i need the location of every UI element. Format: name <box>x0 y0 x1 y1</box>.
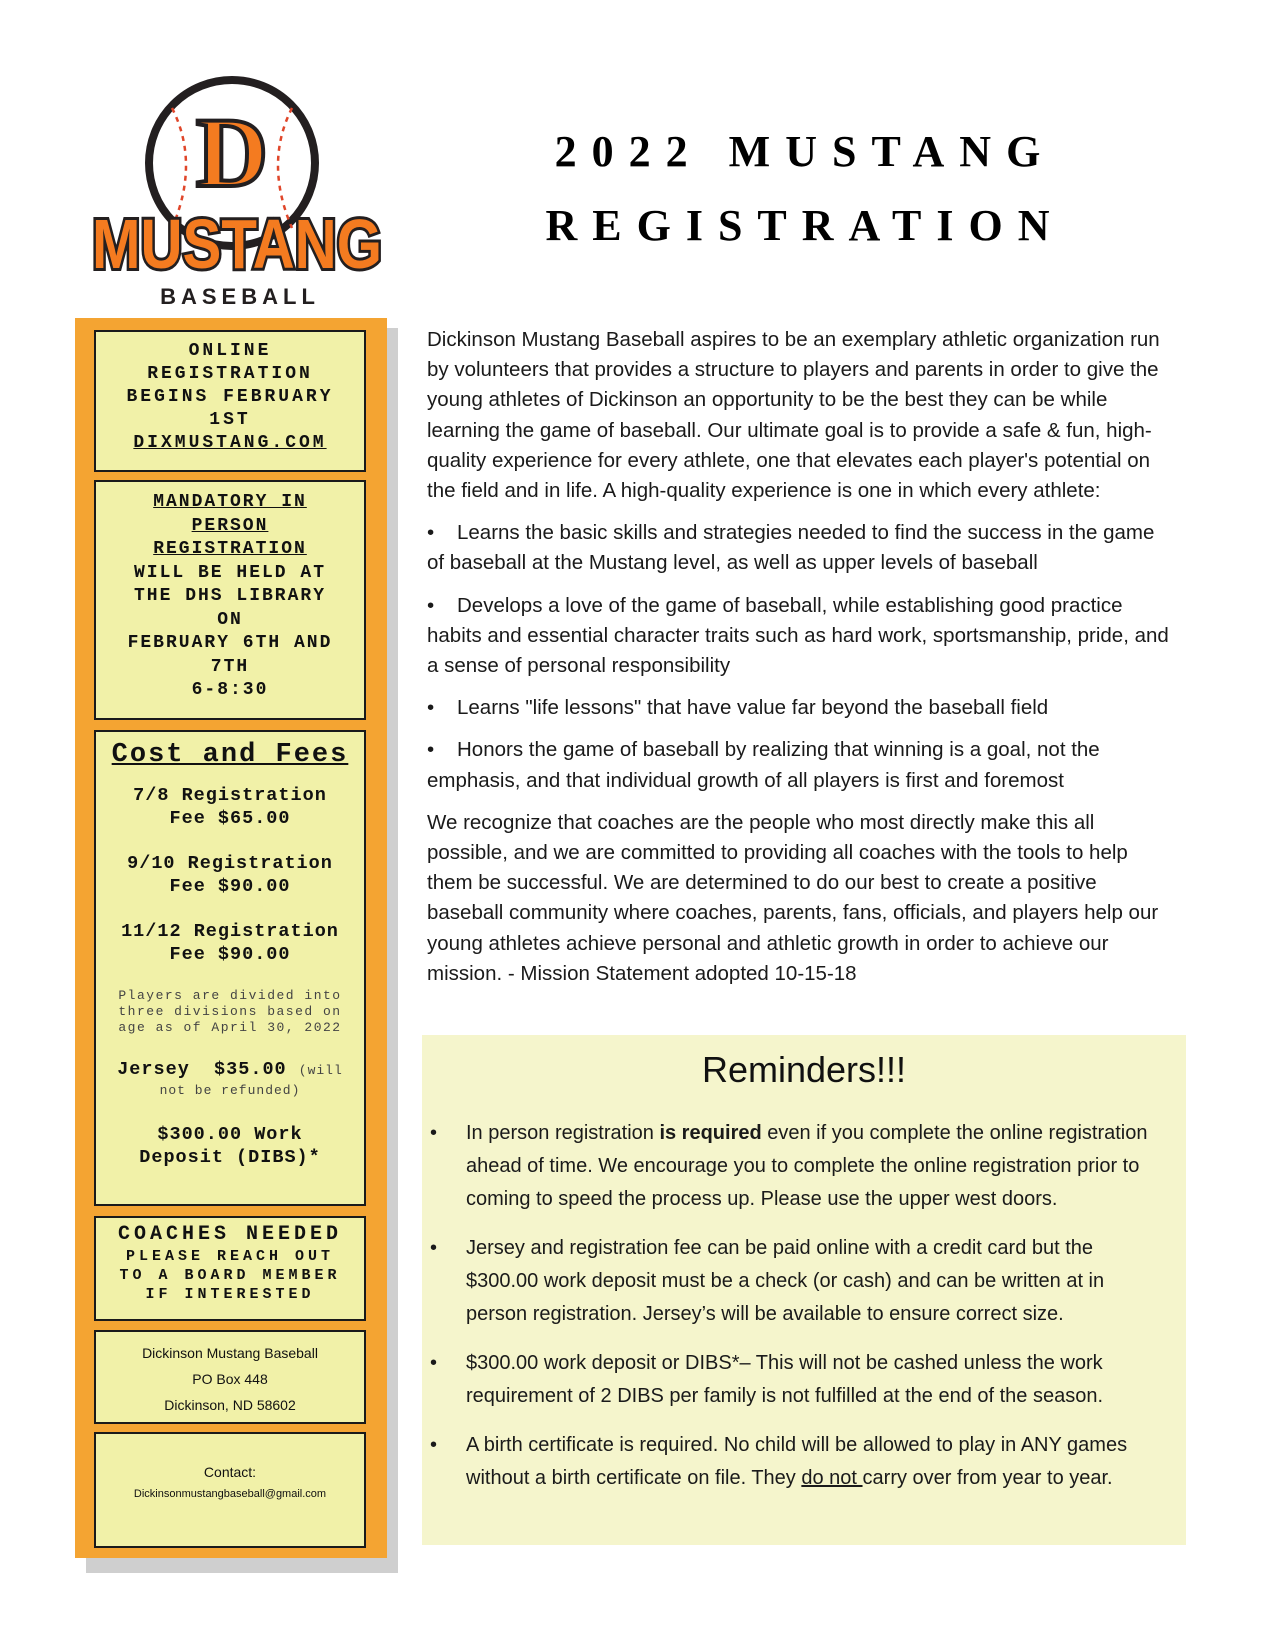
mandatory-heading: PERSON <box>191 515 269 536</box>
coaches-needed-box <box>94 1216 366 1321</box>
jersey-label: Jersey <box>117 1059 190 1080</box>
mission-bullet <box>427 693 1175 723</box>
mission-bullet <box>427 518 1175 578</box>
online-registration-box <box>94 330 366 472</box>
contact-box <box>94 1432 366 1548</box>
contact-label: Contact: <box>203 1464 257 1480</box>
mission-closing: We recognize that coaches are the people who most directly make this all possible, and we are committed to providing all coaches with the tools to help them be successful. We are determined to do our best to create a positive baseball community where coaches, parents, fans, officials, and players help our young athletes achieve personal and athletic growth in order to achieve our mission. - Mission Statement adopted 10-15-18 <box>427 810 1159 985</box>
bullet-text: Learns the basic skills and strategies needed to find the success in the game of baseball at the Mustang level, as well as upper levels of baseball <box>427 521 1155 575</box>
mandatory-line: WILL BE HELD AT <box>133 562 327 583</box>
logo-sub-text: BASEBALL <box>160 284 320 309</box>
mandatory-line: THE DHS LIBRARY <box>133 586 327 606</box>
bullet-icon: • <box>430 1122 438 1144</box>
mandatory-line: ON <box>217 609 243 630</box>
mandatory-heading: REGISTRATION <box>153 539 307 559</box>
fee-amount: Fee $65.00 <box>169 808 291 829</box>
jersey-note: not be refunded) <box>159 1083 301 1098</box>
contact-email[interactable]: Dickinsonmustangbaseball@gmail.com <box>133 1488 327 1500</box>
fee-label: 9/10 Registration <box>127 853 333 874</box>
jersey-fee <box>96 1060 364 1101</box>
address-line: Dickinson Mustang Baseball <box>142 1345 318 1361</box>
fee-amount: Fee $90.00 <box>169 876 291 897</box>
cost-and-fees-box <box>94 730 366 1206</box>
reminders-list <box>422 1117 1186 1495</box>
bullet-icon: • <box>430 1434 438 1456</box>
reminder-item <box>422 1347 1166 1413</box>
mandatory-time: 6-8:30 <box>191 680 269 700</box>
mandatory-line: 7TH <box>210 656 250 677</box>
reminder-text: In person registration <box>466 1122 660 1144</box>
sidebar <box>75 318 387 1558</box>
jersey-price: $35.00 <box>214 1059 287 1080</box>
reminder-text: $300.00 work deposit or DIBS*– This will not be cashed unless the work requirement of 2 DIBS per family is not fulfilled at the end of the season. <box>466 1352 1104 1407</box>
reminder-emphasis: is required <box>659 1122 762 1144</box>
fee-item <box>96 852 364 898</box>
bullet-text: Learns "life lessons" that have value far beyond the baseball field <box>456 696 1049 720</box>
address-line: PO Box 448 <box>192 1371 268 1387</box>
reminder-text: even if you complete the online registration ahead of time. We encourage you to complete the online registration prior to coming to speed the process up. Please use the upper west doors. <box>466 1122 1148 1210</box>
mustang-baseball-logo <box>80 78 400 310</box>
cost-title: Cost and Fees <box>111 740 349 770</box>
deposit-label: $300.00 Work <box>157 1124 303 1145</box>
note-line: three divisions based on <box>118 1004 342 1019</box>
reminder-item <box>422 1429 1166 1495</box>
note-line: age as of April 30, 2022 <box>118 1020 342 1035</box>
coaches-line: PLEASE REACH OUT <box>125 1248 335 1265</box>
fee-label: 11/12 Registration <box>121 921 339 942</box>
fee-amount: Fee $90.00 <box>169 944 291 965</box>
fee-item <box>96 920 364 966</box>
reminder-text: A birth certificate is required. No child will be allowed to play in ANY games without a birth certificate on file. They <box>466 1434 1128 1489</box>
logo-letter: D <box>195 97 269 208</box>
bullet-text: Develops a love of the game of baseball, while establishing good practice habits and essential character traits such as hard work, sportsmanship, pride, and a sense of personal responsibility <box>427 593 1169 678</box>
bullet-icon: • <box>430 1237 438 1259</box>
work-deposit <box>96 1123 364 1169</box>
online-line: REGISTRATION <box>147 364 313 384</box>
online-line: ONLINE <box>188 341 272 361</box>
coaches-line: IF INTERESTED <box>145 1286 315 1303</box>
deposit-label: Deposit (DIBS)* <box>139 1147 321 1168</box>
coaches-line: TO A BOARD MEMBER <box>119 1267 341 1284</box>
reminder-item <box>422 1232 1166 1331</box>
online-line: 1ST <box>209 410 251 430</box>
mission-intro: Dickinson Mustang Baseball aspires to be an exemplary athletic organization run by volunteers that provides a structure to players and parents in order to give the young athletes of Dickinson an opportunity to be the best they can be while learning the game of baseball. Our ultimate goal is to provide a safe & fun, high-quality experience for every athlete, one that elevates each player's potential on the field and in life. A high-quality experience is one in which every athlete: <box>427 328 1160 503</box>
fee-item <box>96 784 364 830</box>
bullet-icon: • <box>427 593 435 617</box>
bullet-icon: • <box>430 1352 438 1374</box>
mission-statement <box>427 325 1175 989</box>
fee-label: 7/8 Registration <box>133 785 327 806</box>
bullet-icon: • <box>427 521 435 545</box>
address-line: Dickinson, ND 58602 <box>164 1397 296 1413</box>
reminder-item <box>422 1117 1166 1216</box>
mandatory-registration-box <box>94 480 366 720</box>
bullet-text: Honors the game of baseball by realizing that winning is a goal, not the emphasis, and that individual growth of all players is first and foremost <box>427 738 1100 792</box>
bullet-icon: • <box>427 738 435 762</box>
mailing-address-box <box>94 1330 366 1424</box>
logo-graphic <box>80 78 400 310</box>
reminders-title: Reminders!!! <box>701 1049 907 1090</box>
page-title <box>520 115 1090 263</box>
mission-bullet <box>427 591 1175 682</box>
reminders-panel <box>422 1035 1186 1545</box>
note-line: Players are divided into <box>118 988 342 1003</box>
title-line-2: REGISTRATION <box>545 201 1065 250</box>
mission-bullet <box>427 735 1175 795</box>
logo-main-text: MUSTANG <box>92 205 382 283</box>
website-link[interactable]: DIXMUSTANG.COM <box>133 433 327 453</box>
bullet-icon: • <box>427 696 435 720</box>
title-line-1: 2022 MUSTANG <box>554 127 1056 176</box>
mandatory-heading: MANDATORY IN <box>153 492 307 512</box>
online-line: BEGINS FEBRUARY <box>126 387 334 407</box>
reminder-text: carry over from year to year. <box>862 1467 1113 1489</box>
jersey-note: (will <box>298 1063 343 1078</box>
coaches-heading: COACHES NEEDED <box>117 1223 343 1246</box>
reminder-text: Jersey and registration fee can be paid online with a credit card but the $300.00 work deposit must be a check (or cash) and can be written at in person registration. Jersey’s will be available to ensure correct size. <box>466 1237 1105 1325</box>
division-note <box>96 988 364 1036</box>
mandatory-line: FEBRUARY 6TH AND <box>127 633 333 653</box>
reminder-emphasis: do not <box>801 1467 863 1489</box>
